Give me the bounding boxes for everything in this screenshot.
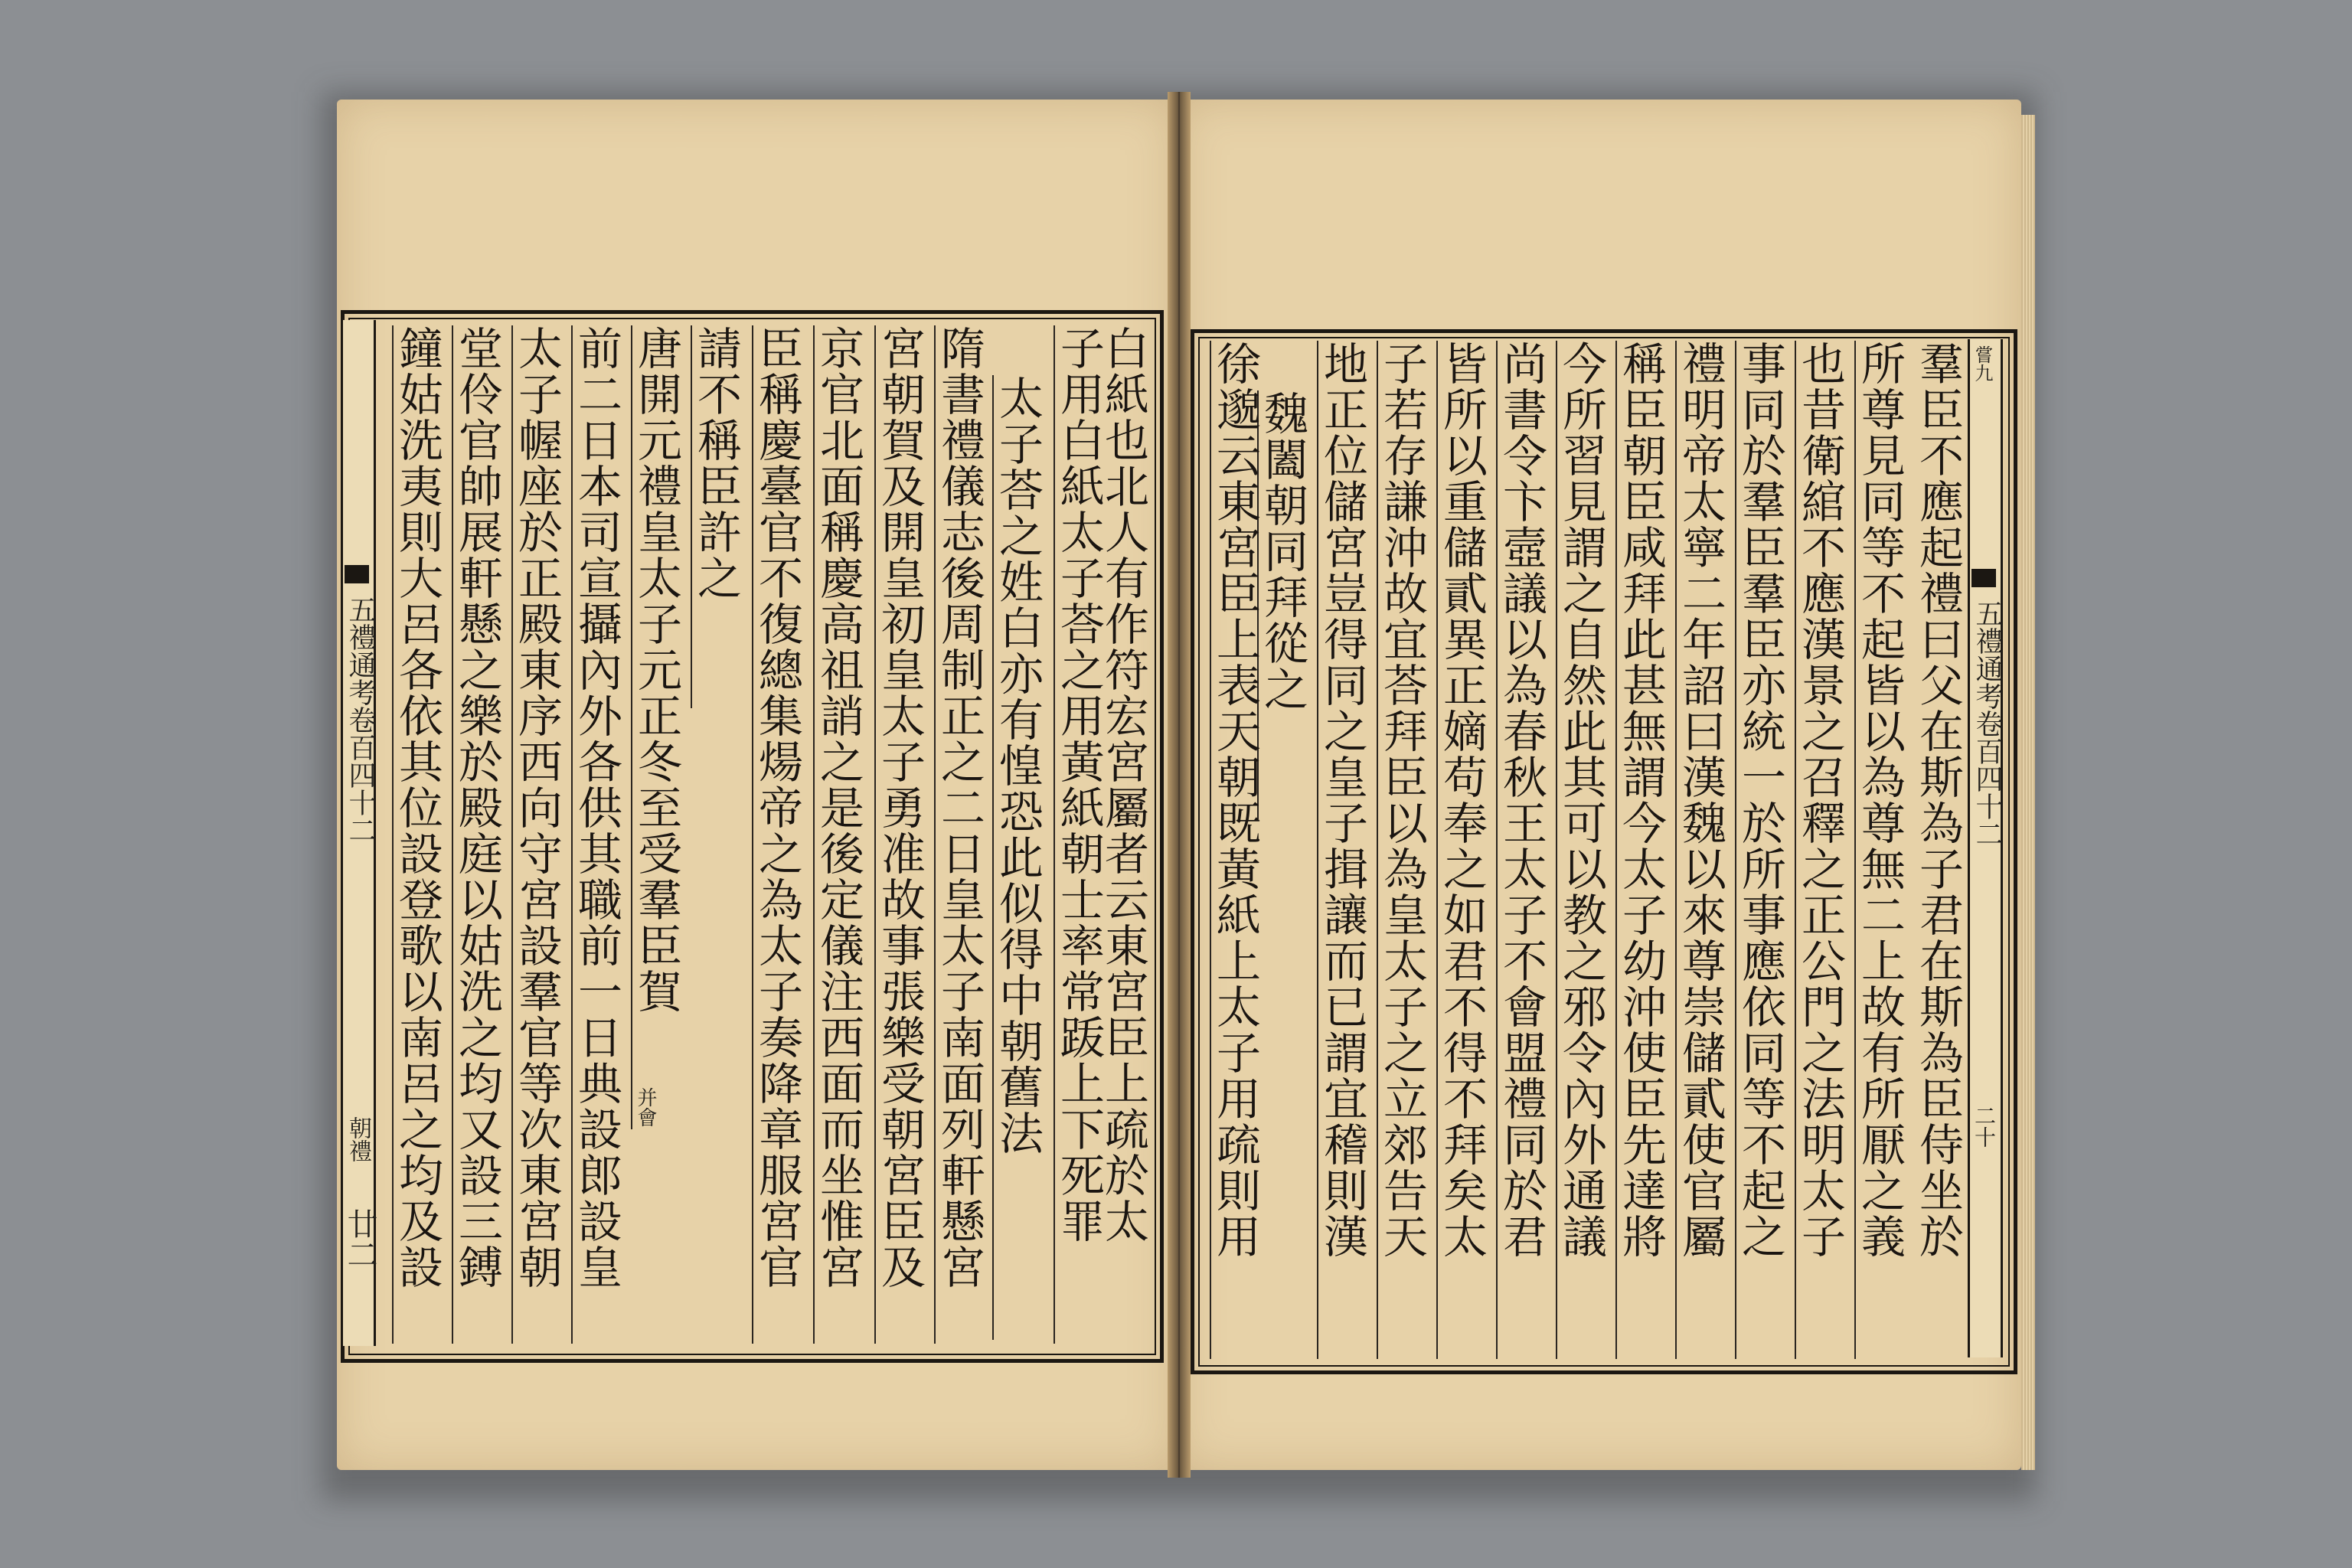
left-fold-margin [341,320,376,1346]
right-text-column: 子若存謙沖故宜荅拜臣以為皇太子之立郊告天 [1377,341,1426,1359]
left-text-column: 太子荅之姓白亦有惶恐此似得中朝舊法 [992,375,1041,1340]
right-text-column: 魏闔朝同拜從之 [1257,390,1306,819]
book-spine [1168,92,1191,1478]
right-fold-margin [1968,339,2003,1357]
left-page-number: 廿二 [342,1208,377,1269]
right-text-column: 稱臣朝臣咸拜此甚無謂今太子幼沖使臣先達將 [1615,341,1664,1359]
left-text-column: 前二日本司宣攝內外各供其職前一日典設郎設皇 [571,325,620,1344]
right-text-column: 也昔衛綰不應漢景之召釋之正公門之法明太子 [1795,341,1844,1359]
fish-tail-mark [1971,569,1996,587]
right-text-column: 禮明帝太寧二年詔曰漢魏以來尊崇儲貳使官屬 [1675,341,1724,1359]
left-text-column: 請不稱臣許之 [691,325,740,708]
right-text-column: 地正位儲宮豈得同之皇子揖讓而已謂宜稽則漢 [1317,341,1366,1359]
left-text-column: 唐開元禮皇太子元正冬至受羣臣賀 [631,325,680,1129]
left-text-column: 宮朝賀及開皇初皇太子勇准故事張樂受朝宮臣及 [874,325,923,1344]
right-fold-title: 五禮通考卷百四十二 [1971,599,2003,848]
right-text-column: 皆所以重儲貳異正嫡苟奉之如君不得不拜矣太 [1436,341,1485,1359]
left-text-column: 太子幄座於正殿東序西向守宮設羣官等次東宮朝 [511,325,560,1344]
right-page-number: 二十 [1971,1105,1997,1148]
right-text-column: 尚書令卞壼議以為春秋王太子不會盟禮同於君 [1496,341,1545,1359]
right-text-column: 羣臣不應起禮曰父在斯為子君在斯為臣侍坐於 [1912,341,1964,1259]
left-text-column: 白紙也北人有作符宏宮屬者云東宮臣上疏於太 [1097,325,1149,1244]
left-text-column: 堂伶官帥展軒懸之樂於殿庭以姑洗之均又設三鎛 [452,325,501,1344]
left-text-column: 鐘姑洗夷則大呂各依其位設登歌以南呂之均及設 [392,325,441,1344]
left-text-column: 臣稱慶臺官不復總集煬帝之為太子奏降章服宮官 [752,325,801,1344]
left-fold-section: 朝禮 [345,1116,371,1162]
right-text-column: 事同於羣臣羣臣亦統一於所事應依同等不起之 [1735,341,1784,1359]
left-text-column: 子用白紙太子荅之用黃紙朝士率常䟦上下死罪 [1054,325,1102,1344]
top-marker: 嘗九 [1971,345,1993,382]
right-text-column: 徐邈云東宮臣上表天朝既黃紙上太子用疏則用 [1210,341,1259,1359]
fish-tail-mark [345,565,369,583]
left-text-column: 隋書禮儀志後周制正之二日皇太子南面列軒懸宮 [934,325,983,1344]
small-note: 并會 [634,1087,657,1127]
left-text-column: 京官北面稱慶高祖誚之是後定儀注西面而坐惟宮 [813,325,862,1344]
left-fold-title: 五禮通考卷百四十二 [345,596,376,844]
page-edge-stack [2021,115,2035,1470]
right-text-column: 今所習見謂之自然此其可以教之邪令內外通議 [1556,341,1605,1359]
right-text-column: 所尊見同等不起皆以為尊無二上故有所厭之義 [1854,341,1903,1359]
